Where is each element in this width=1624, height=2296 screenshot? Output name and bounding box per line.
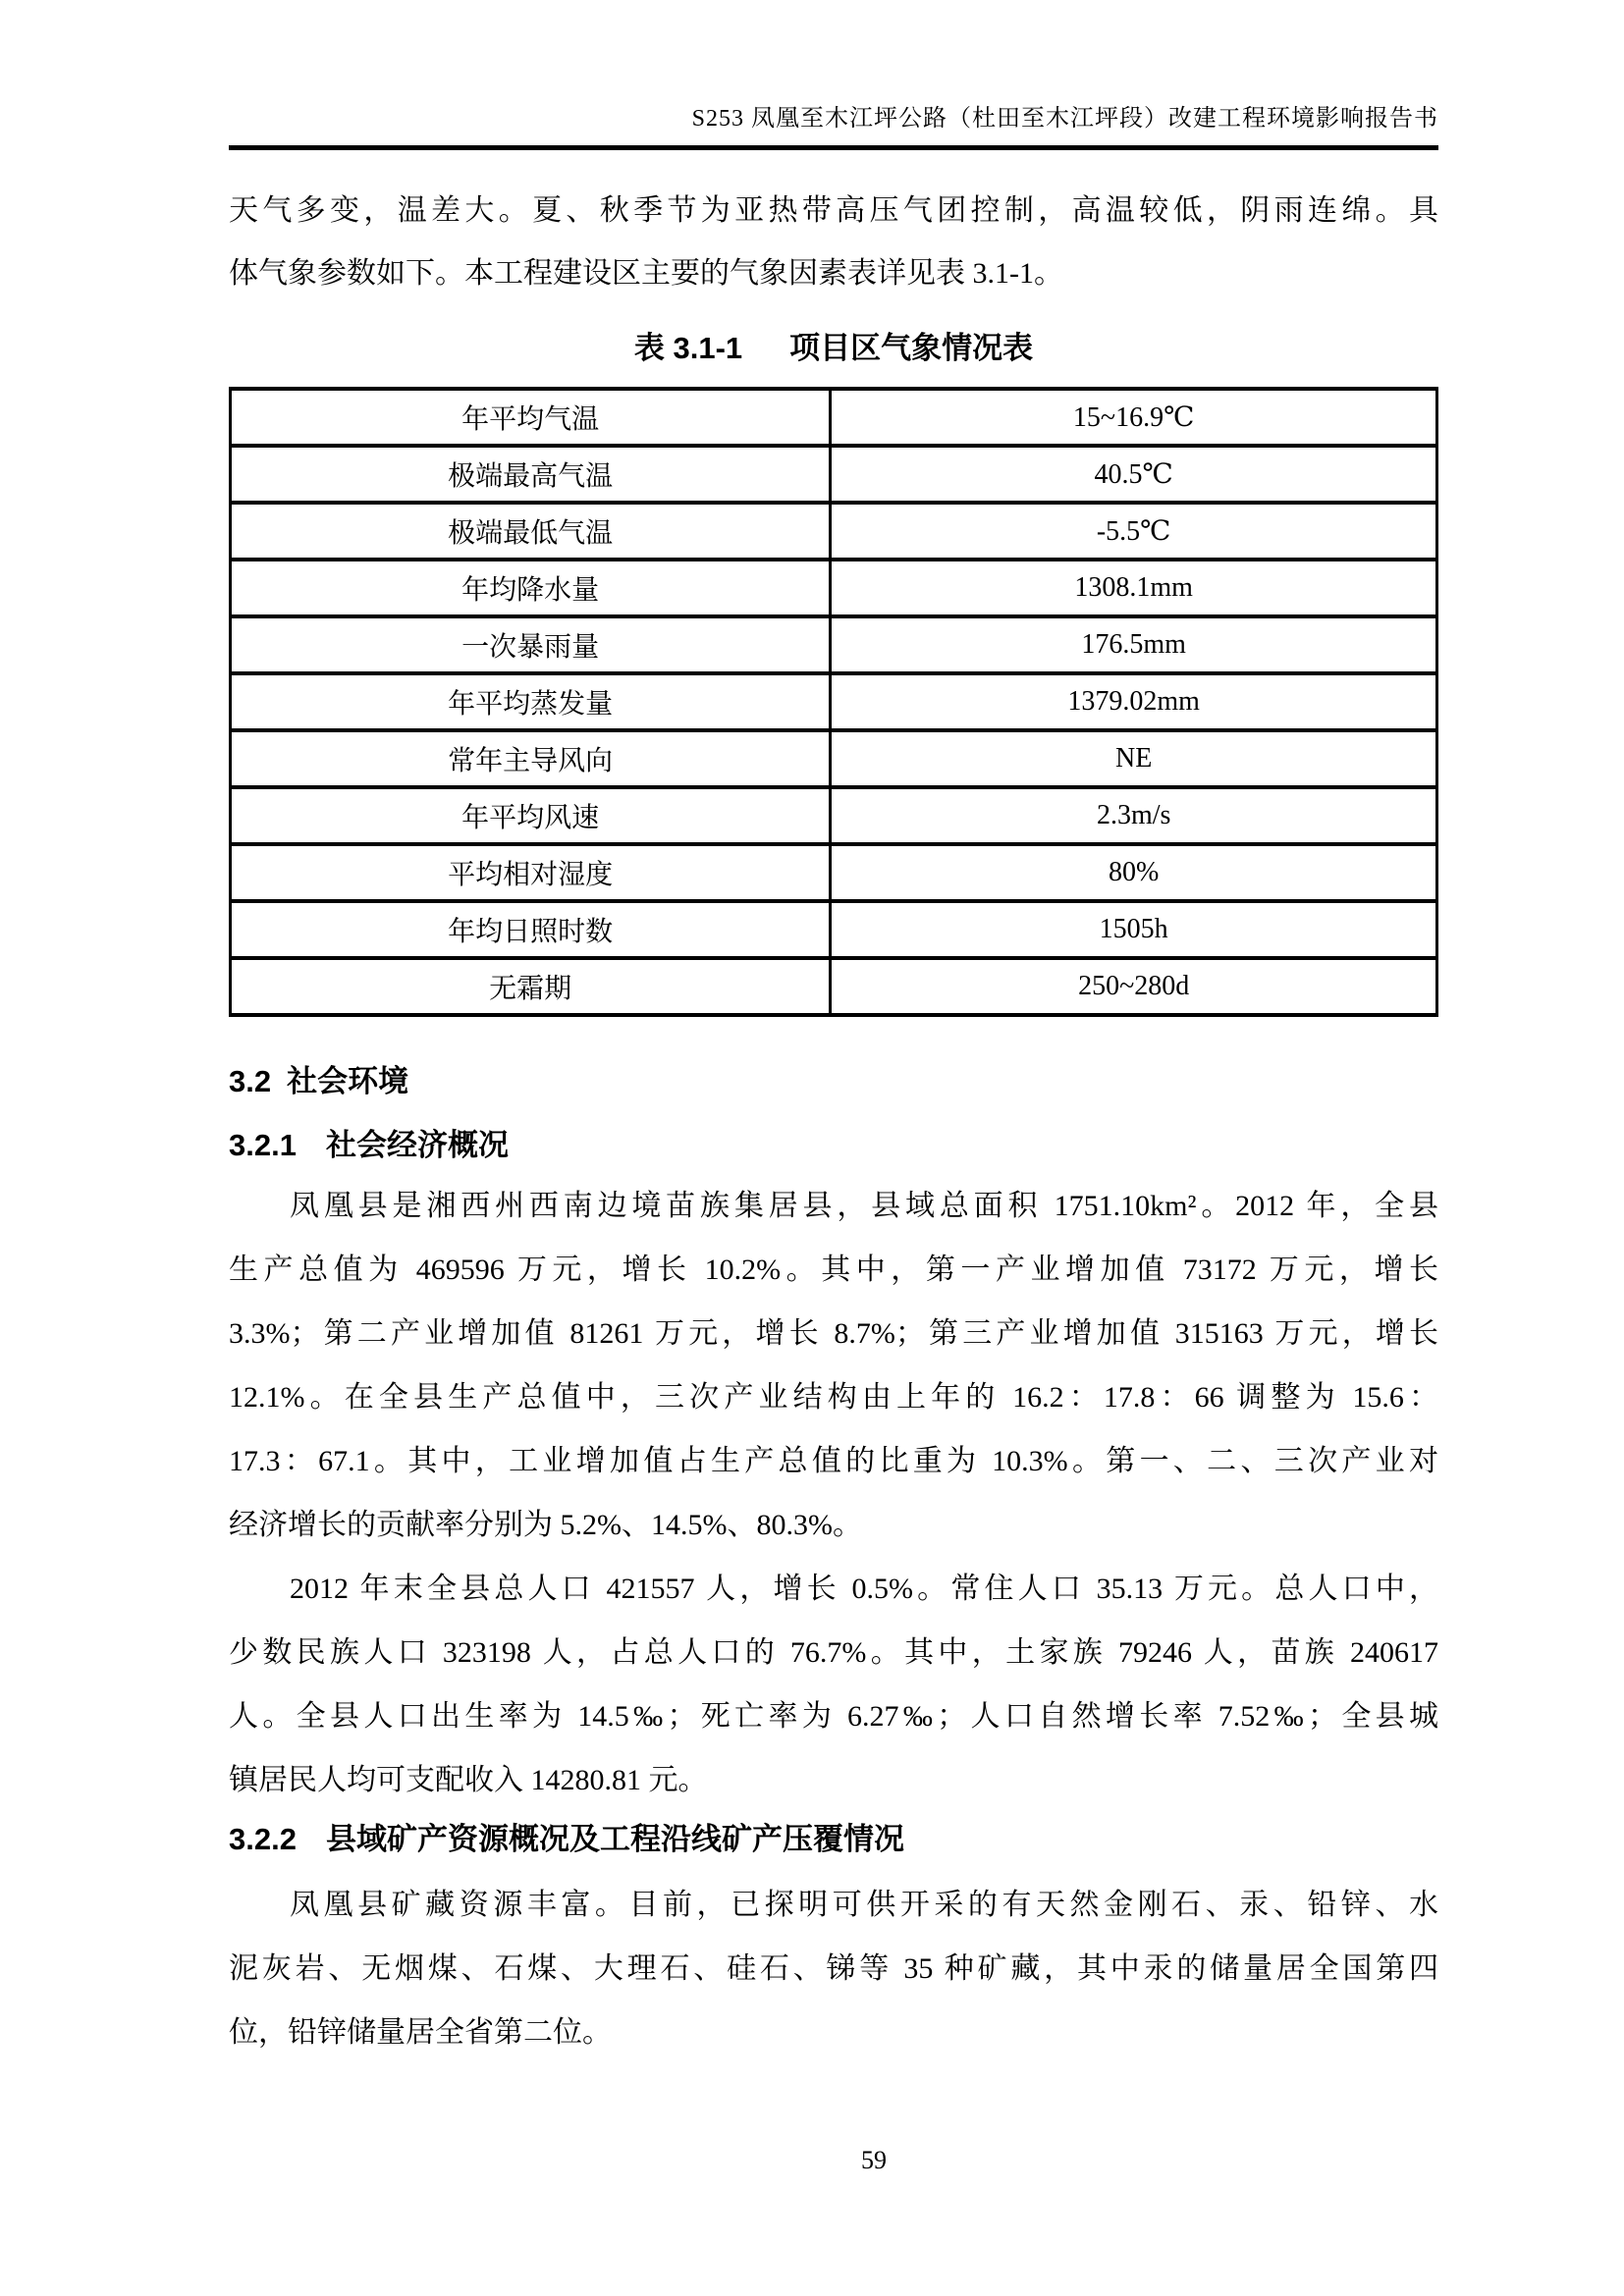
row-label: 年均降水量	[231, 560, 831, 616]
table-row	[231, 389, 1437, 446]
economy-paragraph	[229, 1174, 1438, 1557]
text-line: 凤凰县是湘西州西南边境苗族集居县，县域总面积 1751.10km²。2012 年，全县	[290, 1190, 1438, 1222]
table-row	[231, 673, 1437, 730]
text-line: 12.1%。在全县生产总值中，三次产业结构由上年的 16.2：17.8：66 调整为 15.6：	[229, 1381, 1438, 1414]
weather-table-body	[231, 389, 1437, 1015]
row-label: 一次暴雨量	[231, 616, 831, 673]
row-label: 极端最低气温	[231, 503, 831, 560]
text-line: 凤凰县矿藏资源丰富。目前，已探明可供开采的有天然金刚石、汞、铅锌、水	[290, 1889, 1438, 1921]
text-line: 少数民族人口 323198 人，占总人口的 76.7%。其中，土家族 79246 人，苗族 240617	[229, 1636, 1438, 1669]
text-line: 天气多变，温差大。夏、秋季节为亚热带高压气团控制，高温较低，阴雨连绵。具	[229, 194, 1438, 227]
text-line: 生产总值为 469596 万元，增长 10.2%。其中，第一产业增加值 73172 万元，增长	[229, 1254, 1438, 1286]
table-row	[231, 844, 1437, 901]
row-label: 年平均风速	[231, 787, 831, 844]
table-row	[231, 503, 1437, 560]
table-caption-label: 表 3.1-1	[633, 331, 743, 365]
table-row	[231, 901, 1437, 958]
section-title: 社会经济概况	[325, 1128, 509, 1162]
table-row	[231, 730, 1437, 787]
row-label: 年平均蒸发量	[231, 673, 831, 730]
section-number: 3.2.2	[229, 1822, 297, 1856]
row-label: 无霜期	[231, 958, 831, 1015]
table-row	[231, 560, 1437, 616]
row-value: 1308.1mm	[831, 560, 1437, 616]
row-value: 15~16.9℃	[831, 389, 1437, 446]
table-caption	[229, 326, 1438, 371]
section-title: 社会环境	[287, 1064, 409, 1098]
row-label: 年均日照时数	[231, 901, 831, 958]
row-value: 1505h	[831, 901, 1437, 958]
weather-table	[229, 387, 1438, 1017]
intro-paragraph	[229, 180, 1438, 305]
running-header	[229, 104, 1438, 150]
row-value: NE	[831, 730, 1437, 787]
row-value: 250~280d	[831, 958, 1437, 1015]
text-line: 泥灰岩、无烟煤、石煤、大理石、硅石、锑等 35 种矿藏，其中汞的储量居全国第四	[229, 1952, 1438, 1985]
table-caption-title: 项目区气象情况表	[789, 331, 1034, 365]
row-label: 极端最高气温	[231, 446, 831, 503]
row-value: -5.5℃	[831, 503, 1437, 560]
row-label: 年平均气温	[231, 389, 831, 446]
row-label: 常年主导风向	[231, 730, 831, 787]
text-line: 人。全县人口出生率为 14.5‰；死亡率为 6.27‰；人口自然增长率 7.52‰；全县城	[229, 1700, 1438, 1733]
section-heading-3-2	[229, 1060, 1438, 1103]
row-value: 80%	[831, 844, 1437, 901]
text-line: 位，铅锌储量居全省第二位。	[229, 2016, 612, 2049]
text-line: 体气象参数如下。本工程建设区主要的气象因素表详见表 3.1-1。	[229, 257, 1063, 290]
row-label: 平均相对湿度	[231, 844, 831, 901]
row-value: 176.5mm	[831, 616, 1437, 673]
row-value: 40.5℃	[831, 446, 1437, 503]
table-row	[231, 616, 1437, 673]
text-line: 17.3：67.1。其中，工业增加值占生产总值的比重为 10.3%。第一、二、三次产业对	[229, 1445, 1438, 1477]
table-row	[231, 446, 1437, 503]
section-number: 3.2	[229, 1064, 272, 1098]
minerals-paragraph	[229, 1873, 1438, 2064]
row-value: 2.3m/s	[831, 787, 1437, 844]
page-content	[229, 180, 1438, 2064]
header-title: S253 凤凰至木江坪公路（杜田至木江坪段）改建工程环境影响报告书	[691, 106, 1438, 132]
population-paragraph	[229, 1557, 1438, 1812]
row-value: 1379.02mm	[831, 673, 1437, 730]
text-line: 经济增长的贡献率分别为 5.2%、14.5%、80.3%。	[229, 1509, 862, 1541]
page-number: 59	[861, 2146, 887, 2174]
section-heading-3-2-2	[229, 1818, 1438, 1861]
table-row	[231, 958, 1437, 1015]
text-line: 镇居民人均可支配收入 14280.81 元。	[229, 1764, 708, 1796]
table-row	[231, 787, 1437, 844]
section-heading-3-2-1	[229, 1124, 1438, 1167]
section-title: 县域矿产资源概况及工程沿线矿产压覆情况	[325, 1822, 904, 1856]
text-line: 3.3%；第二产业增加值 81261 万元，增长 8.7%；第三产业增加值 315163 万元，增长	[229, 1317, 1438, 1350]
text-line: 2012 年末全县总人口 421557 人，增长 0.5%。常住人口 35.13 万元。总人口中，	[290, 1573, 1438, 1605]
section-number: 3.2.1	[229, 1128, 297, 1162]
